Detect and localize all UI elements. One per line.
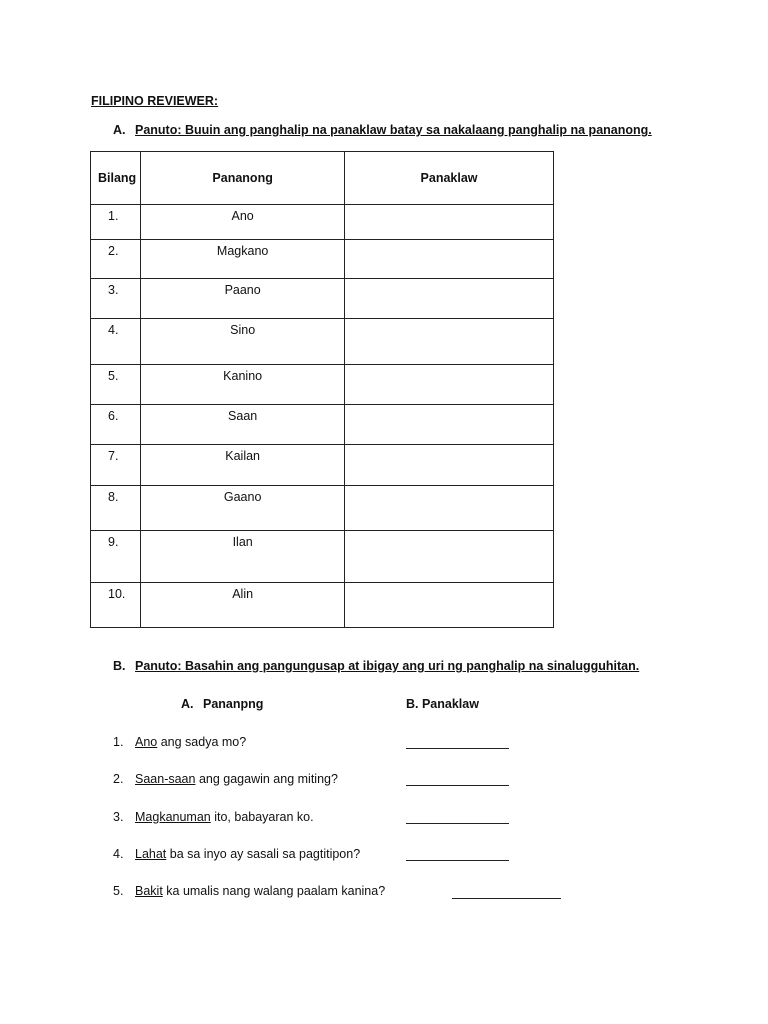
section-b-letter: B. — [113, 659, 126, 673]
row-pananong: Ilan — [141, 531, 345, 583]
answer-blank[interactable] — [406, 736, 509, 749]
row-answer-cell[interactable] — [345, 240, 554, 279]
section-b-text: Panuto: Basahin ang pangungusap at ibigay ang uri ng panghalip na sinalugguhitan. — [135, 659, 640, 673]
table-header-row — [91, 152, 554, 205]
row-number: 8. — [91, 486, 141, 531]
answer-blank[interactable] — [452, 886, 561, 899]
row-number: 5. — [91, 365, 141, 405]
item-number: 4. — [113, 847, 124, 861]
table-row — [91, 365, 554, 405]
row-number: 7. — [91, 445, 141, 486]
item-number: 1. — [113, 735, 124, 749]
answer-blank[interactable] — [406, 773, 509, 786]
row-number: 4. — [91, 319, 141, 365]
item-sentence: ito, babayaran ko. — [210, 810, 314, 824]
table-row — [91, 205, 554, 240]
item-sentence: ka umalis nang walang paalam kanina? — [162, 884, 386, 898]
table-row — [91, 240, 554, 279]
item-number: 2. — [113, 772, 124, 786]
item-underlined-word: Magkanuman — [135, 810, 211, 824]
row-pananong: Gaano — [141, 486, 345, 531]
row-pananong: Kailan — [141, 445, 345, 486]
column-a-label: Pananpng — [203, 697, 264, 711]
row-number: 2. — [91, 240, 141, 279]
header-bilang: Bilang — [91, 152, 141, 205]
column-b-heading: B. Panaklaw — [406, 697, 479, 711]
table-row — [91, 279, 554, 319]
table-row — [91, 319, 554, 365]
header-panaklaw: Panaklaw — [345, 152, 554, 205]
item-number: 3. — [113, 810, 124, 824]
item-sentence: ang gagawin ang miting? — [195, 772, 338, 786]
row-pananong: Paano — [141, 279, 345, 319]
section-a-letter: A. — [113, 123, 126, 137]
answer-blank[interactable] — [406, 811, 509, 824]
list-item — [113, 884, 385, 902]
item-underlined-word: Saan-saan — [135, 772, 196, 786]
item-underlined-word: Bakit — [135, 884, 163, 898]
row-answer-cell[interactable] — [345, 531, 554, 583]
table-row — [91, 583, 554, 628]
section-b-instruction — [113, 659, 639, 673]
item-number: 5. — [113, 884, 124, 898]
item-sentence: ang sadya mo? — [157, 735, 247, 749]
table-row — [91, 445, 554, 486]
pronoun-table — [90, 151, 554, 628]
list-item — [113, 810, 314, 828]
column-a-letter: A. — [181, 697, 194, 711]
section-a-instruction — [113, 123, 652, 137]
table-row — [91, 405, 554, 445]
header-pananong: Pananong — [141, 152, 345, 205]
row-answer-cell[interactable] — [345, 486, 554, 531]
row-answer-cell[interactable] — [345, 365, 554, 405]
row-answer-cell[interactable] — [345, 319, 554, 365]
item-underlined-word: Lahat — [135, 847, 167, 861]
list-item — [113, 847, 360, 865]
row-pananong: Saan — [141, 405, 345, 445]
table-row — [91, 486, 554, 531]
row-pananong: Kanino — [141, 365, 345, 405]
row-number: 3. — [91, 279, 141, 319]
column-a-heading — [181, 697, 263, 711]
list-item — [113, 772, 338, 790]
row-pananong: Sino — [141, 319, 345, 365]
item-sentence: ba sa inyo ay sasali sa pagtitipon? — [166, 847, 361, 861]
row-number: 1. — [91, 205, 141, 240]
row-answer-cell[interactable] — [345, 405, 554, 445]
table-row — [91, 531, 554, 583]
row-pananong: Magkano — [141, 240, 345, 279]
row-answer-cell[interactable] — [345, 445, 554, 486]
row-number: 9. — [91, 531, 141, 583]
document-title: FILIPINO REVIEWER: — [91, 94, 219, 108]
row-pananong: Ano — [141, 205, 345, 240]
section-a-text: Panuto: Buuin ang panghalip na panaklaw batay sa nakalaang panghalip na pananong. — [135, 123, 652, 137]
row-answer-cell[interactable] — [345, 205, 554, 240]
item-underlined-word: Ano — [135, 735, 158, 749]
row-pananong: Alin — [141, 583, 345, 628]
row-answer-cell[interactable] — [345, 583, 554, 628]
row-answer-cell[interactable] — [345, 279, 554, 319]
answer-blank[interactable] — [406, 848, 509, 861]
row-number: 10. — [91, 583, 141, 628]
list-item — [113, 735, 246, 753]
row-number: 6. — [91, 405, 141, 445]
